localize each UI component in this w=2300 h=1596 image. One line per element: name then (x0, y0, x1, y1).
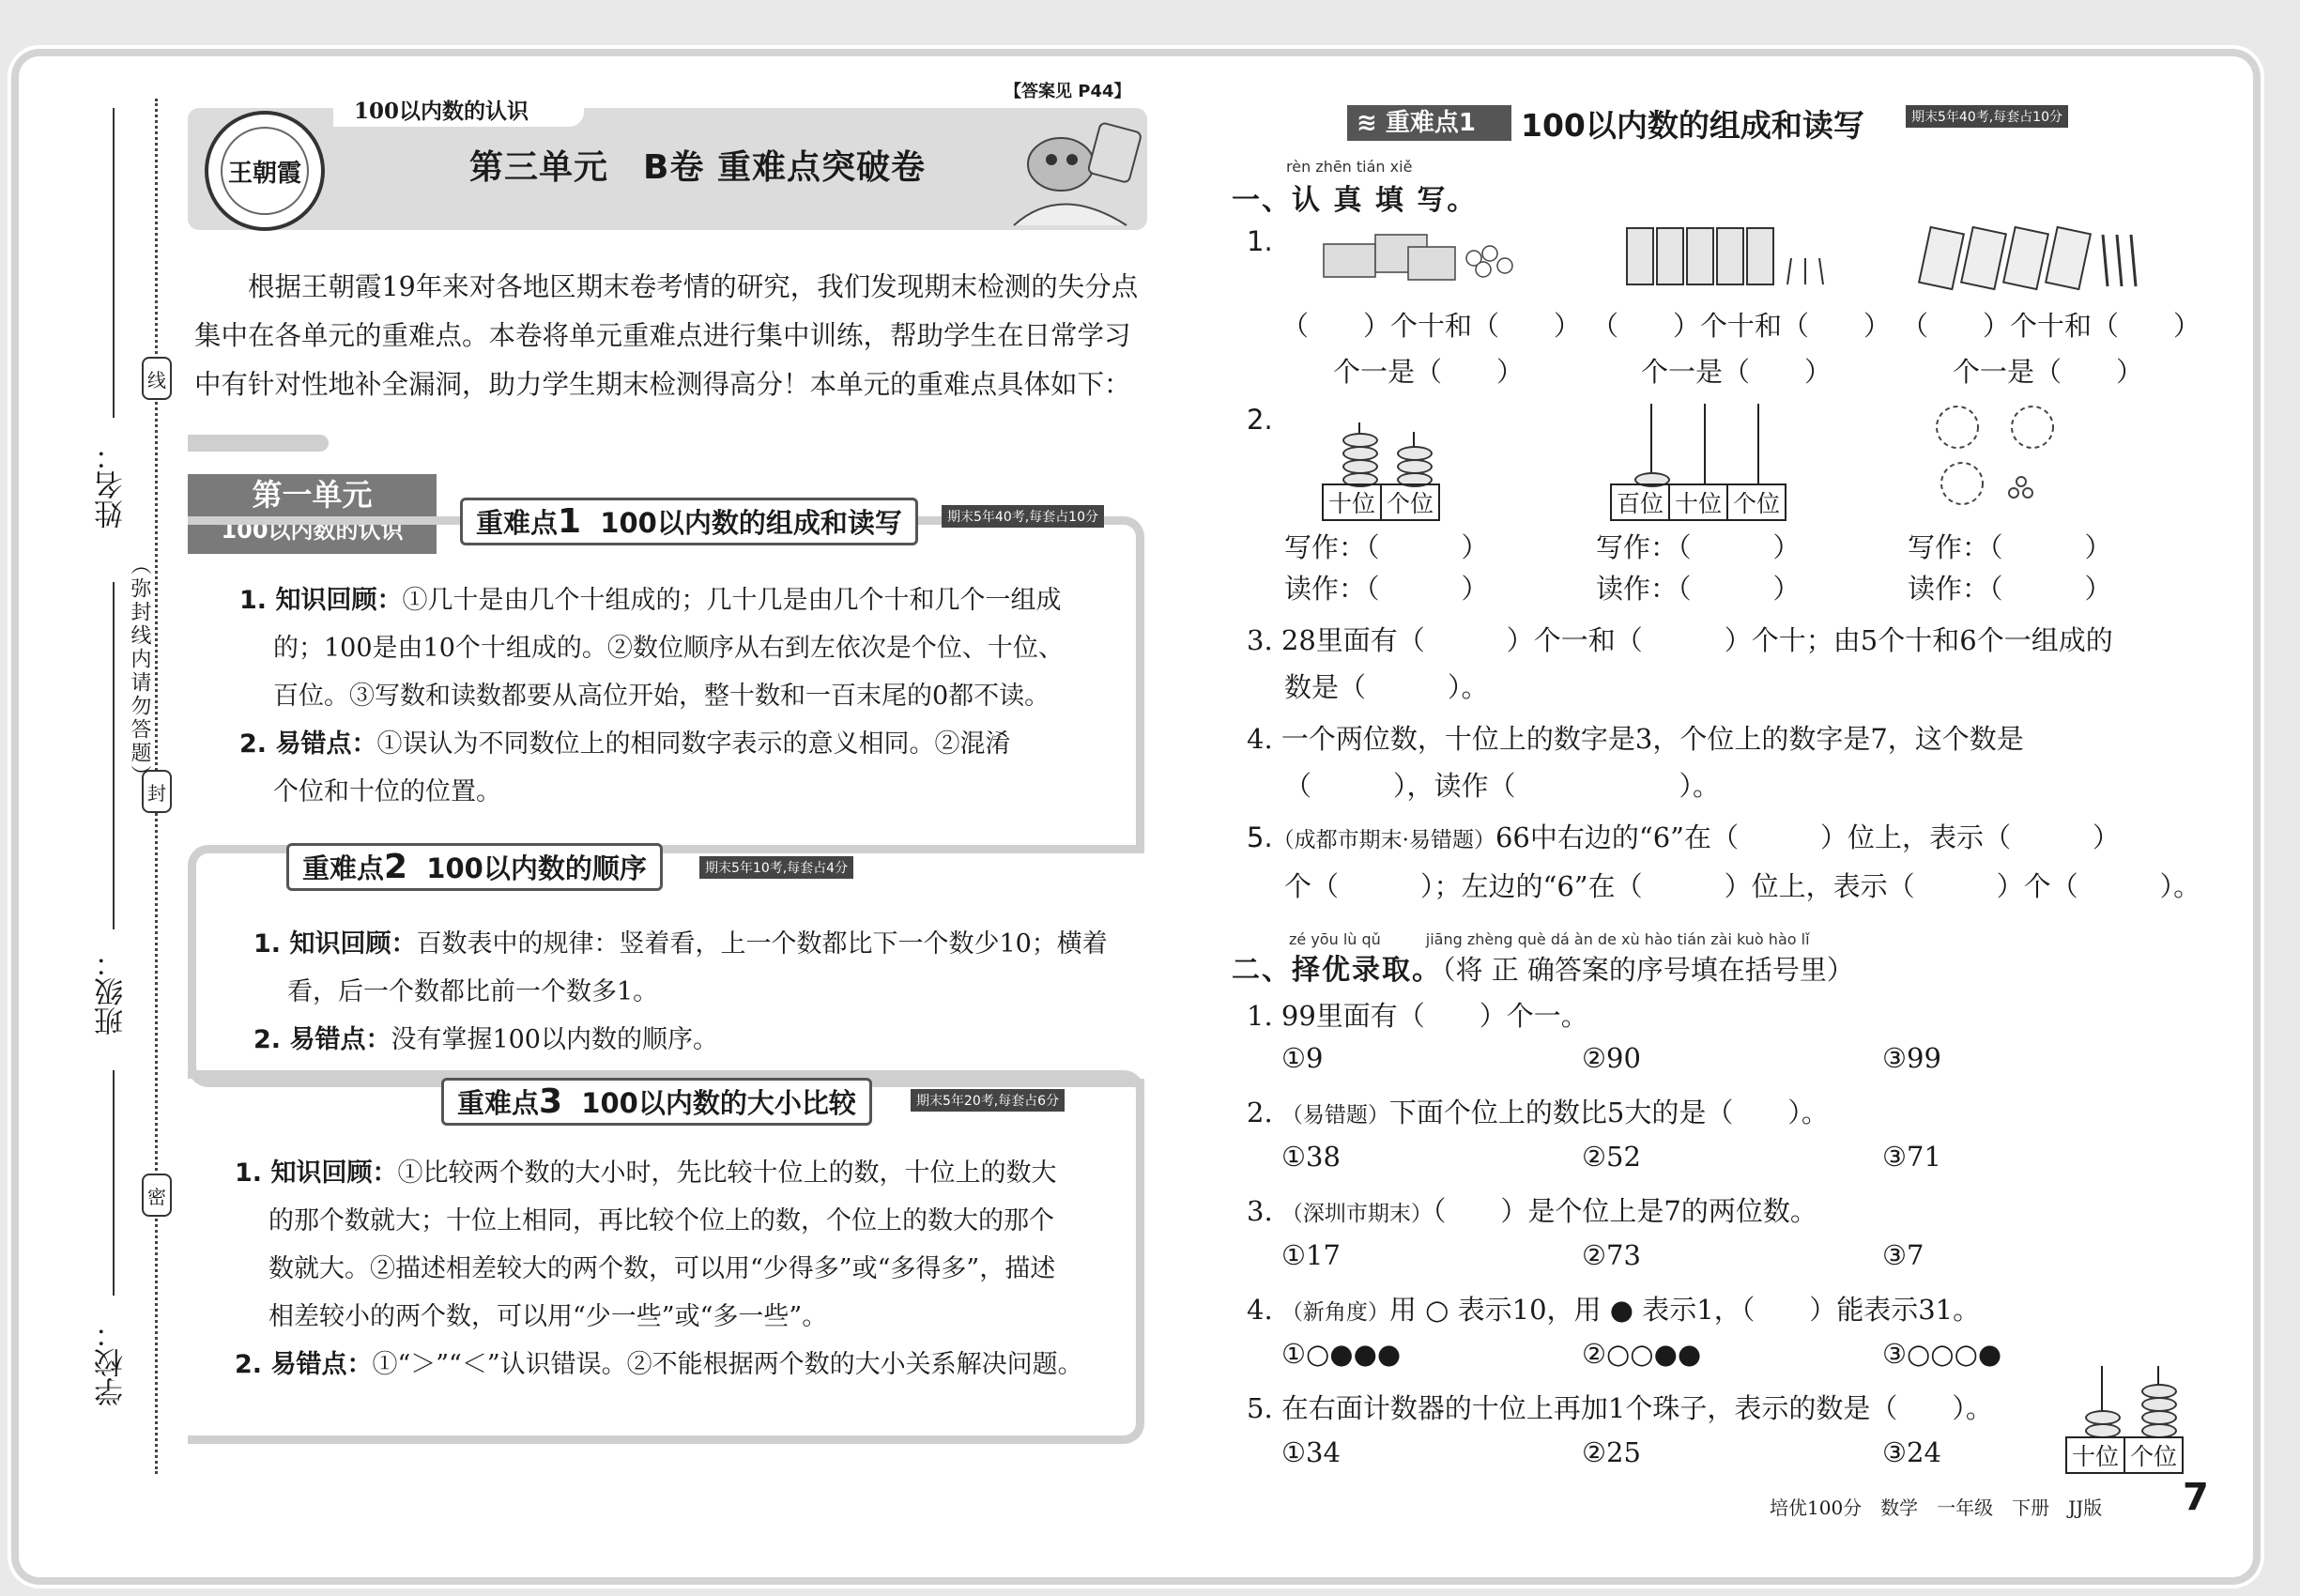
name-label: 姓名： (95, 441, 129, 529)
seal-note: （弥封线内请勿答题） (128, 554, 151, 789)
mc1-stem: 1. 99里面有（ ）个一。 (1247, 1000, 1588, 1032)
place-ten: 十位 (1323, 484, 1381, 520)
q2-number: 2. (1247, 404, 1273, 436)
bead (1342, 459, 1378, 474)
place-one: 个位 (2124, 1437, 2183, 1473)
bead (2141, 1384, 2177, 1399)
point2-title: 重难点2 100以内数的顺序 (286, 843, 663, 891)
point1-review: 1. 知识回顾：①几十是由几个十组成的；几十几是由几个十和几个一组成 的；100是由10个十组成的。②数位顺序从右到左依次是个位、十位、 百位。③写数和读数都要从高位开始，整十数和一百末尾的0都不读。 2. 易错点：①误认为不同数位上的相同数字表示的意义相同。②混淆 个位和十位的位置。 (239, 586, 1064, 806)
q3-line2[interactable]: 数是（ ）。 (1284, 671, 1489, 703)
class-field[interactable] (113, 582, 115, 929)
mc4-option-b[interactable]: ②○○●● (1582, 1338, 1702, 1370)
mc2-stem: 2. （易错题）下面个位上的数比5大的是（ ）。 (1247, 1097, 1829, 1128)
q2c-write[interactable]: 写作：（ ） (1908, 531, 2112, 563)
name-field[interactable] (113, 108, 115, 418)
q3-line1[interactable]: 3. 28里面有（ ）个一和（ ）个十；由5个十和6个一组成的 (1247, 624, 2113, 656)
mc1-option-c[interactable]: ③99 (1882, 1042, 1941, 1074)
point2-review: 1. 知识回顾：百数表中的规律：竖着看，上一个数都比下一个数少10；横着 看，后一个数都比前一个数多1。 2. 易错点：没有掌握100以内数的顺序。 (253, 929, 1108, 1054)
q1b-answer2[interactable]: 个一是（ ） (1641, 356, 1832, 388)
topic-tab: 100以内数的认识 (333, 97, 584, 127)
mc3-option-b[interactable]: ②73 (1582, 1239, 1641, 1271)
class-label: 班级： (95, 948, 129, 1036)
point1-title: 重难点1 100以内数的组成和读写 (460, 498, 918, 545)
bead (1342, 446, 1378, 461)
q1a-answer[interactable]: （ ）个十和（ ） (1281, 310, 1582, 342)
mc4-option-a[interactable]: ①○●●● (1281, 1338, 1402, 1370)
abacus2-rod-ones (1757, 404, 1759, 483)
q1c-answer[interactable]: （ ）个十和（ ） (1901, 310, 2201, 342)
mc3-option-a[interactable]: ①17 (1281, 1239, 1341, 1271)
stick-bundles-icon (1915, 221, 2150, 291)
mc3-option-c[interactable]: ③7 (1882, 1239, 1924, 1271)
place-one: 个位 (1727, 484, 1786, 520)
mc2-option-c[interactable]: ③71 (1882, 1141, 1941, 1173)
mc1-option-b[interactable]: ②90 (1582, 1042, 1641, 1074)
school-label: 学校： (95, 1319, 129, 1406)
mc2-option-a[interactable]: ①38 (1281, 1141, 1341, 1173)
mc3-stem: 3. （深圳市期末）（ ）是个位上是7的两位数。 (1247, 1195, 1817, 1227)
rice-cakes-bundles-icon (1319, 221, 1521, 286)
point3-tag: 期末5年20考,每套占6分 (911, 1089, 1065, 1112)
abacus2-rod-tens (1704, 404, 1706, 483)
sec1-title: 一、认 真 填 写。 (1232, 184, 1478, 217)
train-decoration (188, 435, 329, 452)
page-number: 7 (2183, 1476, 2209, 1519)
right-title: 100以内数的组成和读写 (1521, 107, 1864, 144)
point3-title: 重难点3 100以内数的大小比较 (441, 1078, 872, 1126)
place-one: 个位 (1381, 484, 1439, 520)
place-ten: 十位 (1669, 484, 1727, 520)
q4-line2[interactable]: （ ），读作（ ）。 (1284, 770, 1721, 802)
bead (2141, 1410, 2177, 1425)
bead (2141, 1397, 2177, 1412)
footer-series: 培优100分 数学 一年级 下册 JJ版 (1770, 1496, 2103, 1519)
abacus3-place-table (2065, 1436, 2184, 1474)
seal-mark-xian: 线 (142, 357, 172, 400)
q2c-read[interactable]: 读作：（ ） (1908, 573, 2112, 605)
q2a-read[interactable]: 读作：（ ） (1284, 573, 1489, 605)
point3-review: 1. 知识回顾：①比较两个数的大小时，先比较十位上的数，十位上的数大 的那个数就大；十位上相同，再比较个位上的数，个位上的数大的那个 数就大。②描述相差较大的两个数，可以用“少得多”或“多得多”，描述 相差较小的两个数，可以用“少一些”或“多一些”。 2. 易错点：①“＞”“＜”认识错误。②不能根据两个数的大小关系解决问题。 (235, 1159, 1083, 1379)
mc5-stem: 5. 在右面计数器的十位上再加1个珠子，表示的数是（ ）。 (1247, 1392, 1993, 1424)
unit-name: 第一单元 (252, 477, 373, 513)
pencil-cans-icon (1622, 221, 1838, 291)
seal-mark-mi: 密 (142, 1174, 172, 1217)
sec2-header: 二、择优录取。（将 正 确答案的序号填在括号里） (1232, 954, 1854, 987)
mc5-option-a[interactable]: ①34 (1281, 1436, 1341, 1468)
seal-mark-feng: 封 (142, 770, 172, 813)
point2-tag: 期末5年10考,每套占4分 (699, 856, 853, 879)
mc1-option-a[interactable]: ①9 (1281, 1042, 1324, 1074)
page-title: 第三单元 B卷 重难点突破卷 (469, 148, 926, 187)
bead-rings-icon (1929, 399, 2089, 516)
q1a-answer2[interactable]: 个一是（ ） (1333, 356, 1525, 388)
brand-logo (205, 111, 325, 231)
mc4-option-c[interactable]: ③○○○● (1882, 1338, 2002, 1370)
mc5-option-b[interactable]: ②25 (1582, 1436, 1641, 1468)
q2b-read[interactable]: 读作：（ ） (1596, 573, 1801, 605)
sec1-pinyin: rèn zhēn tián xiě (1286, 158, 1413, 176)
answer-reference: 【答案见 P44】 (1004, 82, 1131, 101)
sec2-pinyin: zé yōu lù qǔ jiāng zhèng què dá àn de xù hào tián zài kuò hào lǐ (1289, 930, 1810, 948)
q4-line1[interactable]: 4. 一个两位数，十位上的数字是3，个位上的数字是7，这个数是 (1247, 723, 2024, 755)
bead (1397, 459, 1433, 474)
right-tag: 期末5年40考,每套占10分 (1906, 105, 2068, 128)
school-field[interactable] (113, 1070, 115, 1296)
key-point-badge: ≋ 重难点1 (1347, 105, 1511, 141)
bead (2085, 1410, 2121, 1425)
cartoon-illustration-icon (995, 108, 1150, 230)
q1c-answer2[interactable]: 个一是（ ） (1953, 356, 2144, 388)
mc2-option-b[interactable]: ②52 (1582, 1141, 1641, 1173)
place-hundred: 百位 (1611, 484, 1669, 520)
place-ten: 十位 (2066, 1437, 2124, 1473)
abacus2-place-table (1610, 483, 1786, 521)
unit-topic: 100以内数的认识 (221, 517, 404, 544)
q1b-answer[interactable]: （ ）个十和（ ） (1591, 310, 1892, 342)
q5-line2[interactable]: 个（ ）；左边的“6”在（ ）位上，表示（ ）个（ ）。 (1284, 870, 2201, 902)
point1-tag: 期末5年40考,每套占10分 (942, 505, 1104, 528)
abacus1-place-table (1322, 483, 1440, 521)
bead (1342, 433, 1378, 448)
intro-paragraph: 根据王朝霞19年来对各地区期末卷考情的研究，我们发现期末检测的失分点集中在各单元的重难点。本卷将单元重难点进行集中训练，帮助学生在日常学习中有针对性地补全漏洞，助力学生期末检测得高分！本单元的重难点具体如下： (194, 271, 1139, 400)
mc4-stem: 4. （新角度）用 ○ 表示10，用 ● 表示1，（ ）能表示31。 (1247, 1294, 1981, 1326)
mc5-option-c[interactable]: ③24 (1882, 1436, 1941, 1468)
bead (1397, 446, 1433, 461)
q2a-write[interactable]: 写作：（ ） (1284, 531, 1489, 563)
q5-line1[interactable]: 5.（成都市期末·易错题）66中右边的“6”在（ ）位上，表示（ ） (1247, 821, 2120, 853)
q2b-write[interactable]: 写作：（ ） (1596, 531, 1801, 563)
brand-logo-text: 王朝霞 (221, 127, 309, 215)
q1-number: 1. (1247, 225, 1273, 257)
